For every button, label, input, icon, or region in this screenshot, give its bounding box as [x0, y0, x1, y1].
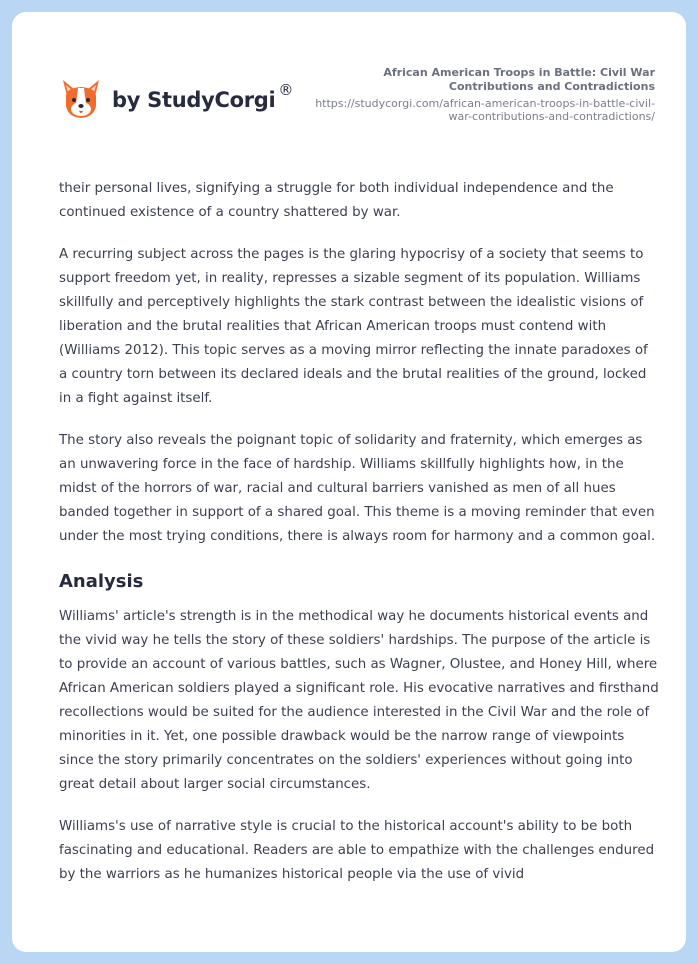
corgi-logo-icon [60, 76, 102, 120]
paragraph: their personal lives, signifying a struggle for both individual independence and the continued existence of a country shattered by war. [59, 181, 614, 220]
document-body [59, 177, 659, 905]
paragraph: The story also reveals the poignant topic of solidarity and fraternity, which emerges as an unwavering force in the face of hardship. Williams skillfully highlights how, in the midst of the horrors of war, racial and cultural barriers vanished as men of all hues banded together in support of a shared goal. This theme is a moving reminder that even under the most trying conditions, there is always room for harmony and a common goal. [59, 433, 656, 544]
document-meta [295, 66, 655, 123]
page-header [12, 12, 686, 152]
registered-mark: ® [278, 81, 294, 99]
brand-name: by StudyCorgi [112, 88, 276, 112]
section-heading-analysis: Analysis [59, 571, 144, 592]
paragraph: Williams's use of narrative style is crucial to the historical account's ability to be both fascinating and educational. Readers are able to empathize with the challenges endured by the warriors as he humanizes historical people via the use of vivid [59, 819, 655, 882]
paragraph: Williams' article's strength is in the methodical way he documents historical events and the vivid way he tells the story of these soldiers' hardships. The purpose of the article is to provide an account of various battles, such as Wagner, Olustee, and Honey Hill, where African American soldiers played a significant role. His evocative narratives and firsthand recollections would be suited for the audience interested in the Civil War and the role of minorities in it. Yet, one possible drawback would be the narrow range of viewpoints since the story primarily concentrates on the soldiers' experiences without going into great detail about larger social circumstances. [59, 609, 659, 792]
studycorgi-logo[interactable] [60, 76, 293, 120]
document-url[interactable]: https://studycorgi.com/african-american-troops-in-battle-civil-war-contributions-and-contradictions/ [315, 97, 655, 123]
document-page [12, 12, 686, 952]
paragraph: A recurring subject across the pages is the glaring hypocrisy of a society that seems to support freedom yet, in reality, represses a sizable segment of its population. Williams skillfully and perceptively highlights the stark contrast between the idealistic visions of liberation and the brutal realities that African American troops must contend with (Williams 2012). This topic serves as a moving mirror reflecting the innate paradoxes of a country torn between its declared ideals and the brutal realities of the ground, locked in a fight against itself. [59, 247, 648, 406]
document-title: African American Troops in Battle: Civil War Contributions and Contradictions [383, 66, 655, 93]
